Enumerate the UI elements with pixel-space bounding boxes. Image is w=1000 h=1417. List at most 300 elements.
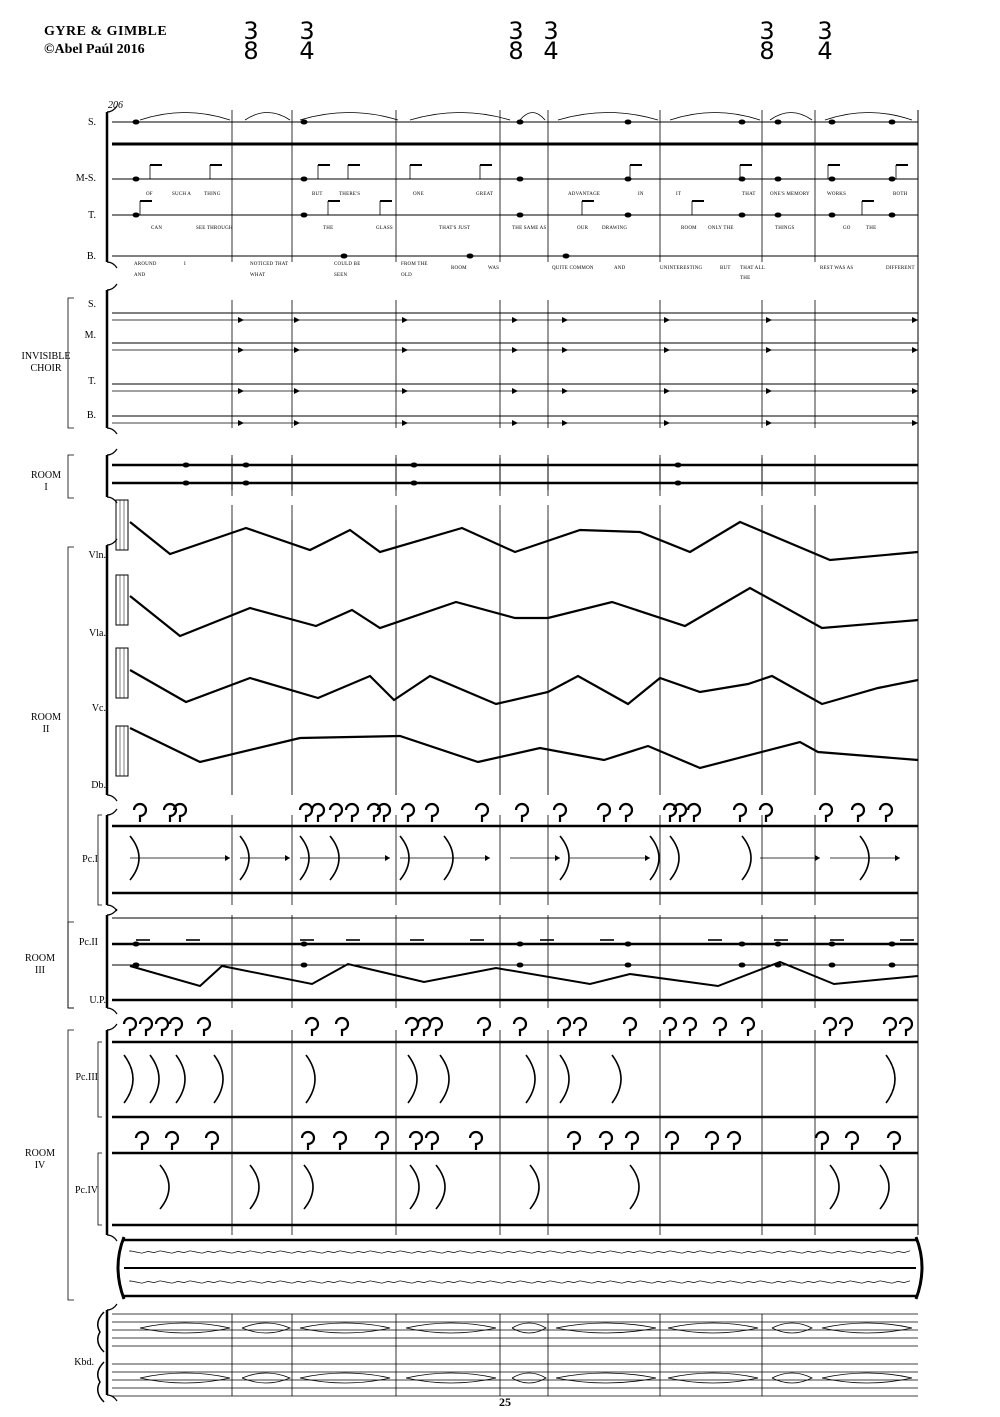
arrowhead [664,420,670,426]
lyric-bass: THE [740,276,751,281]
kbd-tie [772,1323,812,1333]
percussion-arc [214,1055,223,1103]
percussion-glyph [734,804,746,822]
percussion-glyph [336,1018,348,1036]
staff-lines [112,122,918,1396]
arrowhead [294,388,300,394]
percussion-glyph [346,804,358,822]
arrowhead [225,855,230,861]
staff-label-mezzo: M-S. [75,173,96,184]
percussion-glyph [206,1132,218,1150]
note-head [301,942,307,946]
percussion-glyph [410,1132,422,1150]
staff-label-tenor: T. [88,210,96,221]
string-instrument-icon [116,500,128,550]
note-head [739,963,745,967]
percussion-glyph [888,1132,900,1150]
arrowhead [664,317,670,323]
arrowhead [562,347,568,353]
doublebass-contour [130,728,918,768]
staff-label-doublebass: Db. [91,780,106,791]
percussion-glyph [824,1018,836,1036]
note-head [739,120,745,124]
note-head [563,254,569,258]
arrowhead [562,317,568,323]
percussion-glyph [300,804,312,822]
percussion-arc [408,1055,417,1103]
arrowhead [562,420,568,426]
note-head [517,120,523,124]
soprano-tie [670,113,760,121]
percussion-arc [886,1055,895,1103]
arrowhead [766,420,772,426]
note-head [517,963,523,967]
percussion-glyph [136,1132,148,1150]
up-contour [130,962,918,986]
lyric-bass: ROOM [451,266,467,271]
kbd-tie [556,1373,656,1383]
lyric-tenor: ONLY THE [708,226,734,231]
lyric-mezzo: THAT [742,192,756,197]
kbd-tie [300,1373,390,1383]
percussion-glyph [426,804,438,822]
staff-label-pc3: Pc.III [75,1072,98,1083]
staff-bracket [98,1153,102,1225]
percussion-glyph [554,804,566,822]
group-label-room-3: ROOM III [24,953,55,976]
percussion-glyph [846,1132,858,1150]
noise-line [130,1281,910,1283]
note-head [133,177,139,181]
lyric-bass: WAS [488,266,500,271]
percussion-glyph [664,1018,676,1036]
percussion-figures [116,113,922,1384]
kbd-tie [512,1373,546,1383]
arrowhead [238,347,244,353]
note-head [341,254,347,258]
percussion-glyph [516,804,528,822]
percussion-glyph [624,1018,636,1036]
arrowhead [555,855,560,861]
note-head [889,963,895,967]
note-head [625,942,631,946]
arrowhead [766,347,772,353]
arrowhead [912,388,918,394]
percussion-arc [304,1165,313,1209]
lyric-mezzo: WORKS [827,192,847,197]
staff-label-pc2: Pc.II [78,937,98,948]
lyric-tenor: GLASS [376,226,393,231]
percussion-arc [306,1055,315,1103]
arrowhead [238,388,244,394]
staff-label-viola: Vla. [89,628,106,639]
note-head [243,481,249,485]
percussion-arc [560,836,569,880]
kbd-tie [406,1323,496,1333]
arrowhead [385,855,390,861]
bracket-hook [107,809,117,911]
lyric-bass: UNINTERESTING [660,266,703,271]
arrowhead [766,317,772,323]
arrowhead [512,317,518,323]
violin-contour [130,522,918,560]
lyric-mezzo: ONE'S MEMORY [770,192,810,197]
time-signature: 3 8 [508,17,524,65]
percussion-arc [436,1165,445,1209]
lyric-tenor: GO [843,226,851,231]
note-head [829,177,835,181]
lyric-bass: AND [134,273,146,278]
arrowhead [294,347,300,353]
kbd-tie [822,1323,912,1333]
arrowhead [645,855,650,861]
note-head [829,120,835,124]
lyric-bass: AROUND [134,262,157,267]
percussion-glyph [430,1018,442,1036]
percussion-glyph [312,804,324,822]
note-head [133,942,139,946]
lyric-bass: I [184,262,186,267]
note-head [675,463,681,467]
percussion-arc [160,1165,169,1209]
system-brackets [68,106,117,1402]
staff-label-cello: Vc. [91,703,106,714]
percussion-glyph [714,1018,726,1036]
bracket-hook [107,284,117,434]
percussion-glyph [406,1018,418,1036]
arrowhead [238,317,244,323]
arrowhead [912,317,918,323]
note-head [301,177,307,181]
string-instrument-icon [116,648,128,698]
soprano-tie [300,113,398,121]
note-head [133,120,139,124]
percussion-glyph [124,1018,136,1036]
arrowhead [294,420,300,426]
group-label-room-2: ROOM II [30,712,61,735]
arrowhead [285,855,290,861]
note-head [517,942,523,946]
time-signature: 3 4 [817,17,833,65]
percussion-glyph [166,1132,178,1150]
note-head [775,942,781,946]
lyric-mezzo: GREAT [476,192,494,197]
lyric-bass: AND [614,266,626,271]
kbd-tie [512,1323,546,1333]
percussion-glyph [426,1132,438,1150]
arrowhead [402,347,408,353]
note-head [775,213,781,217]
percussion-arc [526,1055,535,1103]
cello-contour [130,670,918,704]
percussion-glyph [880,804,892,822]
soprano-tie [520,113,545,121]
percussion-glyph [140,1018,152,1036]
lyric-bass: FROM THE [401,262,428,267]
percussion-arc [530,1165,539,1209]
percussion-glyph [728,1132,740,1150]
copyright-line: ©Abel Paúl 2016 [44,42,145,57]
staff-label-choir-s: S. [87,299,96,310]
percussion-glyph [574,1018,586,1036]
group-label-room-4: ROOM IV [24,1148,55,1171]
note-marks [133,120,918,967]
arrowhead [912,420,918,426]
percussion-glyph [598,804,610,822]
kbd-tie [822,1373,912,1383]
percussion-arc [830,1165,839,1209]
lyric-mezzo: ADVANTAGE [568,192,601,197]
lyric-tenor: THINGS [775,226,795,231]
staff-label-up: U.P. [89,995,106,1006]
note-head [301,213,307,217]
group-bracket [68,1030,74,1300]
staff-label-choir-b: B. [86,410,96,421]
arrowhead [664,347,670,353]
group-bracket [68,547,74,1008]
bracket-hook [107,1304,117,1401]
string-instrument-icon [116,575,128,625]
note-head [739,213,745,217]
lyric-mezzo: OF [146,192,153,197]
percussion-glyph [478,1018,490,1036]
staff-label-pc4: Pc.IV [74,1185,98,1196]
percussion-glyph [170,1018,182,1036]
arrowhead [294,317,300,323]
percussion-glyph [816,1132,828,1150]
staff-label-choir-t: T. [88,376,96,387]
group-bracket [68,298,74,428]
arrowhead [912,347,918,353]
percussion-glyph [306,1018,318,1036]
staff-bracket [98,815,102,905]
percussion-arc [250,1165,259,1209]
lyric-bass: DIFFERENT [886,266,915,271]
arrowhead [815,855,820,861]
arrowhead [895,855,900,861]
lyric-tenor: THAT'S JUST [439,226,471,231]
page-number: 25 [499,1395,511,1409]
piece-title: GYRE & GIMBLE [44,24,168,39]
lyric-bass: BUT [720,266,731,271]
arrowhead [485,855,490,861]
arrowhead [512,420,518,426]
lyric-tenor: THE [866,226,877,231]
percussion-glyph [198,1018,210,1036]
percussion-glyph [330,804,342,822]
note-head [889,177,895,181]
percussion-glyph [706,1132,718,1150]
percussion-glyph [884,1018,896,1036]
note-head [243,463,249,467]
arrowhead [402,317,408,323]
soprano-tie [558,113,658,121]
percussion-glyph [402,804,414,822]
lyric-tenor: DRAWING [602,226,628,231]
percussion-glyph [820,804,832,822]
soprano-tie [245,113,290,121]
staff-label-choir-m: M. [84,330,96,341]
percussion-glyph [900,1018,912,1036]
arrowhead [238,420,244,426]
lyric-mezzo: IT [676,192,682,197]
soprano-tie [770,113,812,121]
time-signature: 3 4 [543,17,559,65]
percussion-glyph [620,804,632,822]
note-head [625,963,631,967]
lyric-tenor: SEE THROUGH [196,226,233,231]
kbd-tie [300,1323,390,1333]
percussion-glyph [688,804,700,822]
group-bracket [68,922,74,1008]
lyric-bass: SEEN [334,273,348,278]
note-head [829,942,835,946]
bracket-hook [107,909,117,1014]
kbd-tie [140,1323,230,1333]
soprano-tie [410,113,510,121]
string-instrument-icon [116,726,128,776]
kbd-tie [668,1323,758,1333]
note-head [411,481,417,485]
note-head [775,120,781,124]
percussion-glyph [134,804,146,822]
percussion-glyph [476,804,488,822]
percussion-glyph [666,1132,678,1150]
lyric-tenor: CAN [151,226,163,231]
note-head [183,463,189,467]
percussion-glyph [568,1132,580,1150]
noise-line [130,1251,910,1253]
soprano-tie [825,113,912,121]
staff-label-bass: B. [86,251,96,262]
percussion-glyph [470,1132,482,1150]
lyric-mezzo: THERE'S [339,192,361,197]
note-head [675,481,681,485]
note-head [517,177,523,181]
note-head [829,963,835,967]
staff-label-keyboard: Kbd. [74,1357,94,1368]
note-head [625,213,631,217]
percussion-glyph [334,1132,346,1150]
arrowhead [766,388,772,394]
arrowhead [512,347,518,353]
lyric-mezzo: SUCH A [172,192,192,197]
note-head [829,213,835,217]
lyric-bass: THAT ALL [740,266,765,271]
percussion-glyph [600,1132,612,1150]
percussion-arc [150,1055,159,1103]
note-head [133,963,139,967]
time-signature: 3 8 [243,17,259,65]
note-head [183,481,189,485]
lyric-tenor: THE [323,226,334,231]
percussion-glyph [558,1018,570,1036]
percussion-glyph [852,804,864,822]
arrowhead [562,388,568,394]
percussion-glyph [418,1018,430,1036]
percussion-arc [410,1165,419,1209]
group-label-invisible-choir: INVISIBLE CHOIR [21,351,71,374]
time-signature: 3 4 [299,17,315,65]
kbd-tie [406,1373,496,1383]
note-head [889,942,895,946]
barlines [232,110,918,1396]
lyric-mezzo: THING [204,192,221,197]
arrowhead [402,420,408,426]
percussion-glyph [840,1018,852,1036]
viola-contour [130,588,918,636]
lyric-bass: NOTICED THAT [250,262,289,267]
time-signature: 3 8 [759,17,775,65]
percussion-glyph [742,1018,754,1036]
note-head [889,120,895,124]
lyric-tenor: OUR [577,226,589,231]
note-head [625,120,631,124]
bracket-hook [107,449,117,503]
note-head [301,120,307,124]
note-head [301,963,307,967]
note-head [739,942,745,946]
kbd-tie [556,1323,656,1333]
lyric-tenor: THE SAME AS [512,226,547,231]
staff-label-soprano: S. [87,117,96,128]
note-head [775,963,781,967]
lyric-bass: OLD [401,273,412,278]
string-glissando-contours [130,522,918,986]
measure-number: 206 [108,100,123,111]
kbd-brace [98,1312,104,1402]
percussion-glyph [684,1018,696,1036]
percussion-glyph [156,1018,168,1036]
soprano-tie [140,113,230,121]
lyric-mezzo: ONE [413,192,424,197]
staff-bracket [98,1042,102,1117]
note-head [467,254,473,258]
lyric-bass: REST WAS AS [820,266,854,271]
kbd-tie [242,1373,290,1383]
lyric-tenor: ROOM [681,226,697,231]
percussion-arc [880,1165,889,1209]
percussion-arc [742,836,751,880]
percussion-glyph [302,1132,314,1150]
note-head [775,177,781,181]
kbd-tie [140,1373,230,1383]
staff-label-violin: Vln. [88,550,106,561]
note-head [889,213,895,217]
arrowhead [402,388,408,394]
lyric-mezzo: BUT [312,192,323,197]
percussion-arc [124,1055,133,1103]
lyric-bass: WHAT [250,273,266,278]
note-head [133,213,139,217]
percussion-arc [560,1055,569,1103]
kbd-tie [772,1373,812,1383]
arrowhead [664,388,670,394]
lyric-mezzo: BOTH [893,192,908,197]
percussion-arc [612,1055,621,1103]
percussion-arc [440,1055,449,1103]
percussion-arc [630,1165,639,1209]
bracket-hook [107,1024,117,1241]
note-head [411,463,417,467]
group-bracket [68,455,74,498]
lyric-mezzo: IN [638,192,644,197]
bracket-hook [107,106,117,268]
percussion-glyph [626,1132,638,1150]
staff-label-pc1: Pc.I [82,854,98,865]
percussion-arc [176,1055,185,1103]
percussion-arc [650,836,659,880]
